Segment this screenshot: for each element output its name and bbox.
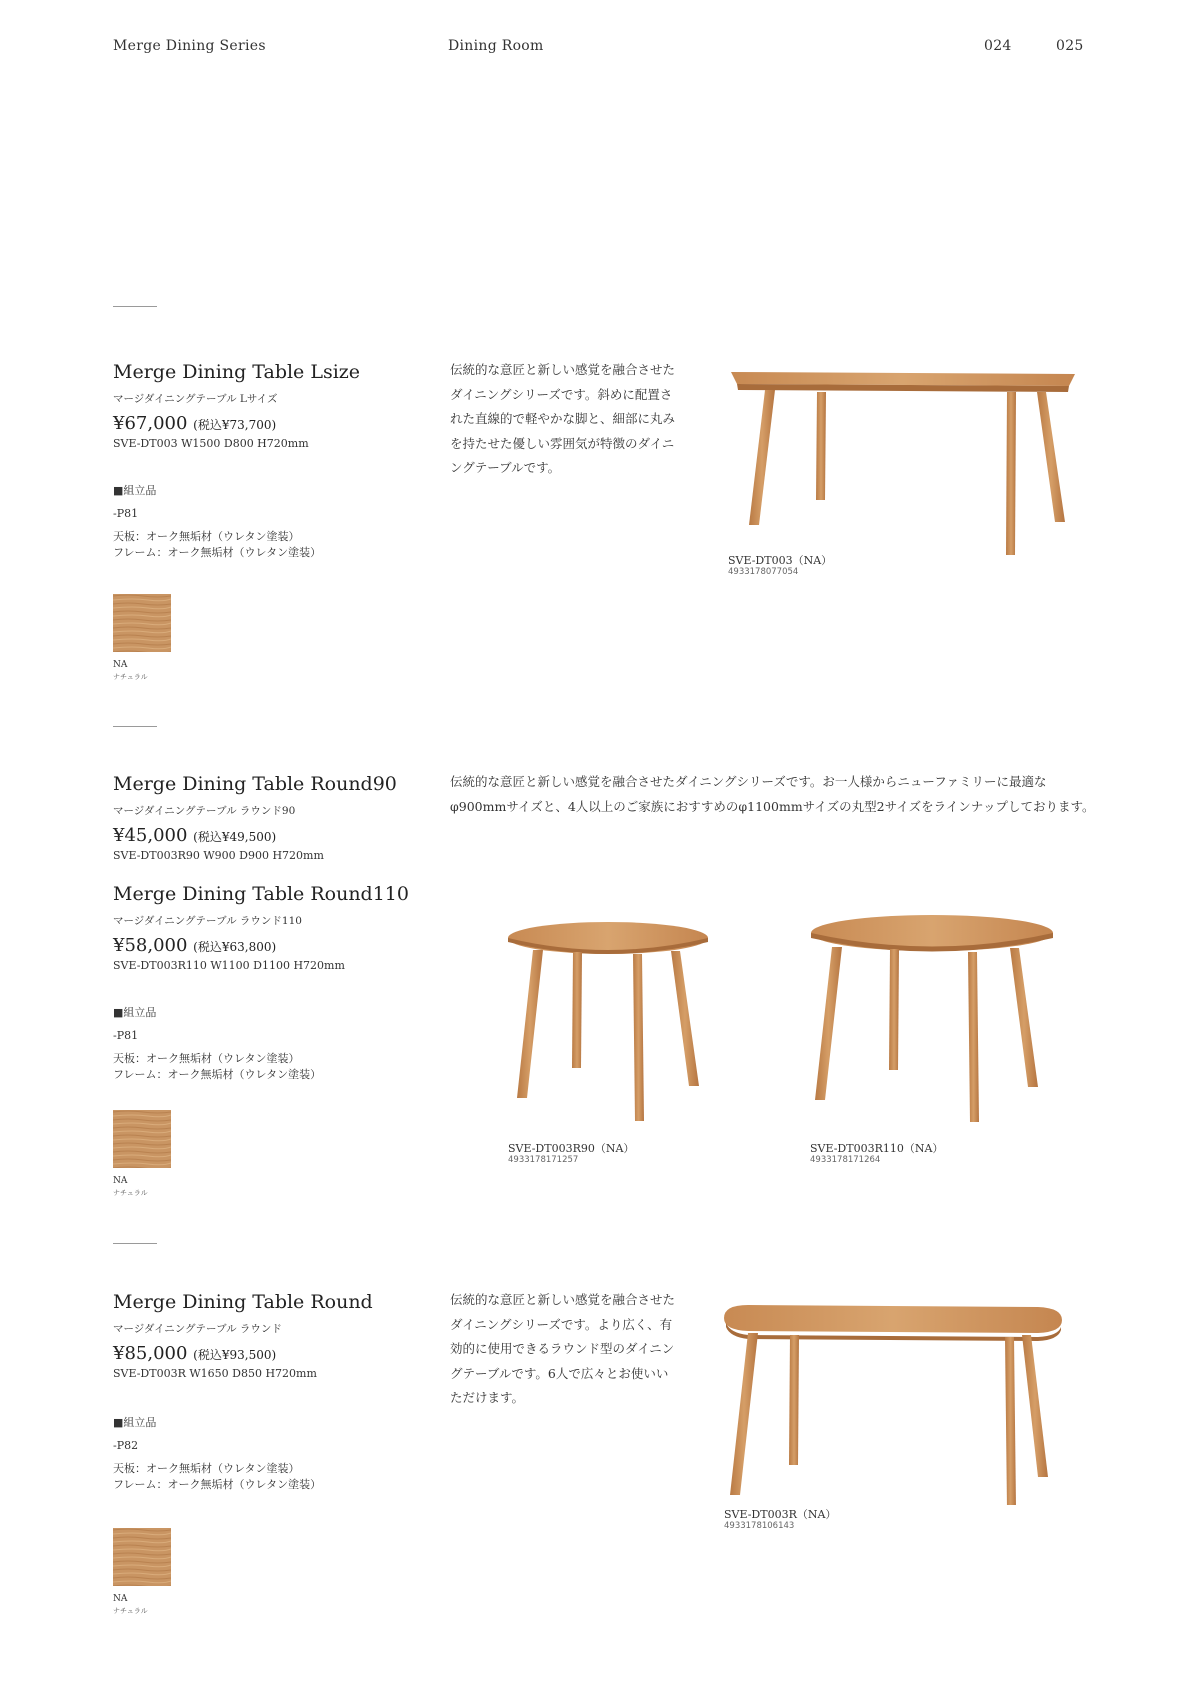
- product-description: 伝統的な意匠と新しい感覚を融合させたダイニングシリーズです。より広く、有効的に使用できるラウンド型のダイニングテーブルです。6人で広々とお使いいただけます。: [450, 1292, 676, 1405]
- section-title: Dining Room: [448, 38, 544, 54]
- section-divider: [113, 306, 157, 307]
- swatch-code: NA: [113, 660, 128, 670]
- series-title: Merge Dining Series: [113, 38, 266, 54]
- price-value: ¥67,000: [113, 413, 188, 434]
- image-jan-code: 4933178171257: [508, 1155, 579, 1165]
- section-divider: [113, 726, 157, 727]
- swatch-name: ナチュラル: [113, 1607, 148, 1615]
- assembly-label: ■組立品: [113, 1006, 157, 1019]
- product-spec: SVE-DT003R90 W900 D900 H720mm: [113, 849, 324, 862]
- part-code: -P81: [113, 1029, 139, 1042]
- product-price: [113, 1343, 276, 1364]
- material-top: 天板：オーク無垢材（ウレタン塗装）: [113, 1052, 300, 1065]
- part-code: -P81: [113, 507, 139, 520]
- price-value: ¥85,000: [113, 1343, 188, 1364]
- product-price: [113, 935, 276, 956]
- assembly-label: ■組立品: [113, 484, 157, 497]
- price-tax: (税込¥49,500): [193, 830, 277, 844]
- material-top: 天板：オーク無垢材（ウレタン塗装）: [113, 1462, 300, 1475]
- price-tax: (税込¥93,500): [193, 1348, 277, 1362]
- part-code: -P82: [113, 1439, 139, 1452]
- section-divider: [113, 1243, 157, 1244]
- product-title-jp: マージダイニングテーブル ラウンド90: [113, 805, 296, 817]
- product-price: [113, 413, 276, 434]
- image-jan-code: 4933178106143: [724, 1521, 795, 1531]
- image-product-code: SVE-DT003（NA）: [728, 554, 833, 567]
- table-round-image: [720, 1295, 1065, 1505]
- wood-swatch: [113, 594, 171, 652]
- wood-swatch: [113, 1528, 171, 1586]
- product-description: 伝統的な意匠と新しい感覚を融合させたダイニングシリーズです。斜めに配置された直線的で軽やかな脚と、細部に丸みを持たせた優しい雰囲気が特徴のダイニングテーブルです。: [450, 362, 676, 475]
- price-tax: (税込¥63,800): [193, 940, 277, 954]
- price-value: ¥45,000: [113, 825, 188, 846]
- material-top: 天板：オーク無垢材（ウレタン塗装）: [113, 530, 300, 543]
- product-title-jp: マージダイニングテーブル Lサイズ: [113, 393, 278, 405]
- swatch-code: NA: [113, 1594, 128, 1604]
- product-title: Merge Dining Table Round90: [113, 773, 397, 795]
- table-round90-image: [505, 918, 715, 1128]
- swatch-name: ナチュラル: [113, 673, 148, 681]
- material-frame: フレーム：オーク無垢材（ウレタン塗装）: [113, 1478, 322, 1491]
- product-description: 伝統的な意匠と新しい感覚を融合させたダイニングシリーズです。お一人様からニューファミリーに最適なφ900mmサイズと、4人以上のご家族におすすめのφ1100mmサイズの丸型2サイズをラインナップしております。: [450, 774, 1095, 814]
- product-title: Merge Dining Table Lsize: [113, 361, 361, 383]
- product-spec: SVE-DT003R110 W1100 D1100 H720mm: [113, 959, 345, 972]
- price-tax: (税込¥73,700): [193, 418, 277, 432]
- swatch-code: NA: [113, 1176, 128, 1186]
- image-product-code: SVE-DT003R110（NA）: [810, 1142, 944, 1155]
- image-jan-code: 4933178077054: [728, 567, 799, 577]
- image-jan-code: 4933178171264: [810, 1155, 881, 1165]
- swatch-name: ナチュラル: [113, 1189, 148, 1197]
- product-title-jp: マージダイニングテーブル ラウンド: [113, 1323, 282, 1335]
- product-title: Merge Dining Table Round: [113, 1291, 373, 1313]
- product-spec: SVE-DT003 W1500 D800 H720mm: [113, 437, 309, 450]
- price-value: ¥58,000: [113, 935, 188, 956]
- table-round110-image: [808, 912, 1058, 1128]
- wood-swatch: [113, 1110, 171, 1168]
- assembly-label: ■組立品: [113, 1416, 157, 1429]
- product-price: [113, 825, 276, 846]
- page-number-right: 025: [1056, 38, 1084, 54]
- page-number-left: 024: [984, 38, 1012, 54]
- product-title: Merge Dining Table Round110: [113, 883, 409, 905]
- image-product-code: SVE-DT003R（NA）: [724, 1508, 837, 1521]
- image-product-code: SVE-DT003R90（NA）: [508, 1142, 635, 1155]
- product-spec: SVE-DT003R W1650 D850 H720mm: [113, 1367, 317, 1380]
- material-frame: フレーム：オーク無垢材（ウレタン塗装）: [113, 1068, 322, 1081]
- product-title-jp: マージダイニングテーブル ラウンド110: [113, 915, 302, 927]
- table-lsize-image: [725, 360, 1080, 560]
- material-frame: フレーム：オーク無垢材（ウレタン塗装）: [113, 546, 322, 559]
